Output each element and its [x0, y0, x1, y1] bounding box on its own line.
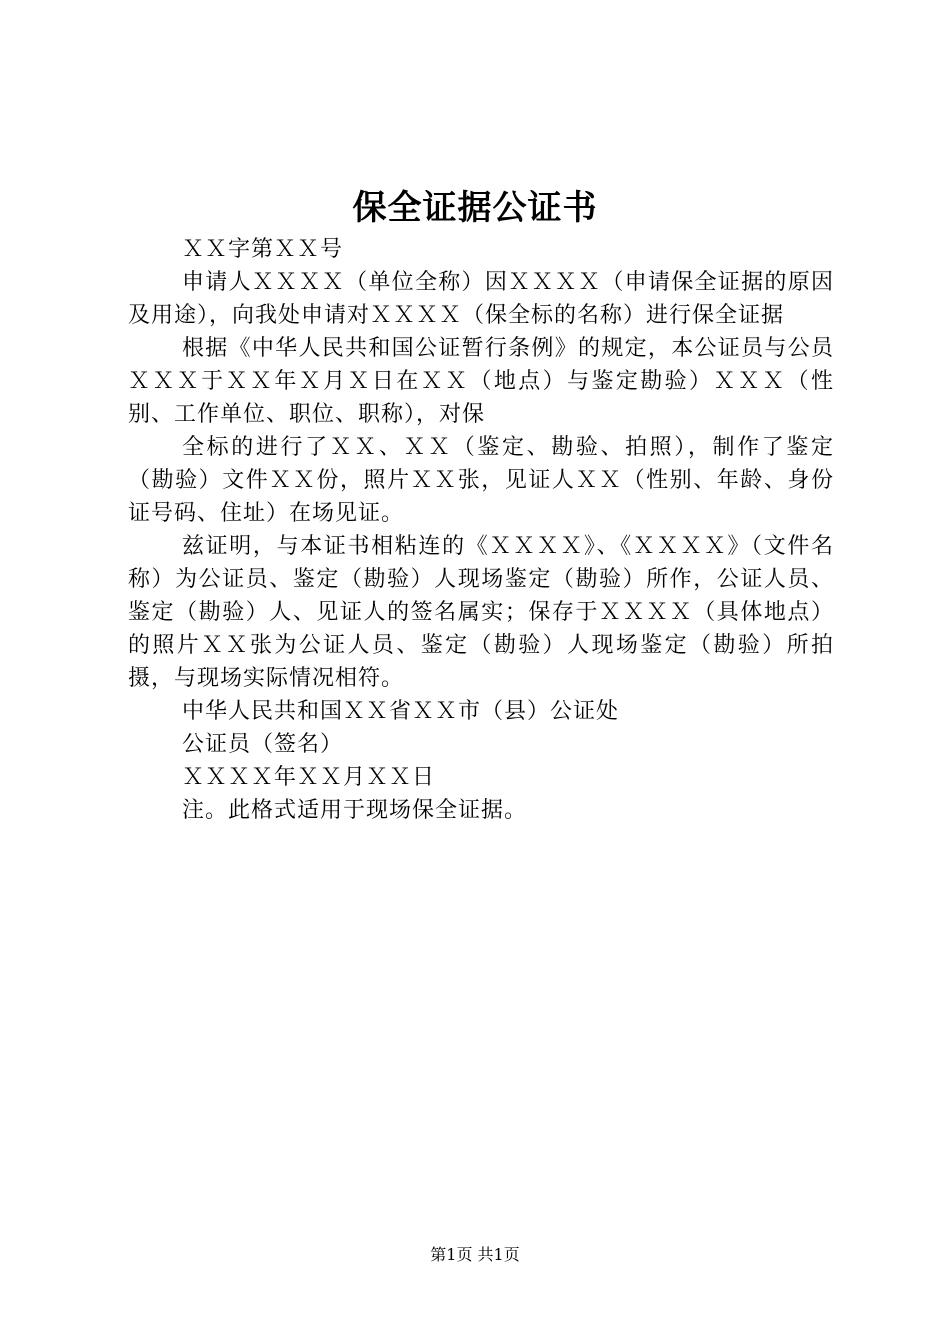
- note-line: 注。此格式适用于现场保全证据。: [182, 798, 528, 823]
- paragraph-basis: 根据《中华人民共和国公证暂行条例》的规定，本公证员与公员ＸＸＸ于ＸＸ年Ｘ月Ｘ日在ＸＸ（地点）与鉴定勘验）ＸＸＸ（性别、工作单位、职位、职称），对保: [128, 336, 834, 427]
- paragraph-process: 全标的进行了ＸＸ、ＸＸ（鉴定、勘验、拍照），制作了鉴定（勘验）文件ＸＸ份，照片ＸＸ张，见证人ＸＸ（性别、年龄、身份证号码、住址）在场见证。: [128, 435, 834, 526]
- document-body: [128, 233, 834, 827]
- page-footer: 第1页 共1页: [430, 1245, 520, 1264]
- date-line: ＸＸＸＸ年ＸＸ月ＸＸ日: [182, 765, 436, 790]
- office-line: 中华人民共和国ＸＸ省ＸＸ市（县）公证处: [182, 699, 620, 724]
- paragraph-certification: 兹证明，与本证书相粘连的《ＸＸＸＸ》、《ＸＸＸＸ》（文件名称）为公证员、鉴定（勘验）人现场鉴定（勘验）所作，公证人员、鉴定（勘验）人、见证人的签名属实；保存于ＸＸＸＸ（具体地点）的照片ＸＸ张为公证人员、鉴定（勘验）人现场鉴定（勘验）所拍摄，与现场实际情况相符。: [128, 534, 834, 691]
- paragraph-applicant: 申请人ＸＸＸＸ（单位全称）因ＸＸＸＸ（申请保全证据的原因及用途），向我处申请对ＸＸＸＸ（保全标的名称）进行保全证据: [128, 270, 834, 328]
- notary-signature-line: 公证员（签名）: [182, 732, 344, 757]
- number-line: ＸＸ字第ＸＸ号: [182, 237, 344, 262]
- document-title: 保全证据公证书: [352, 188, 598, 228]
